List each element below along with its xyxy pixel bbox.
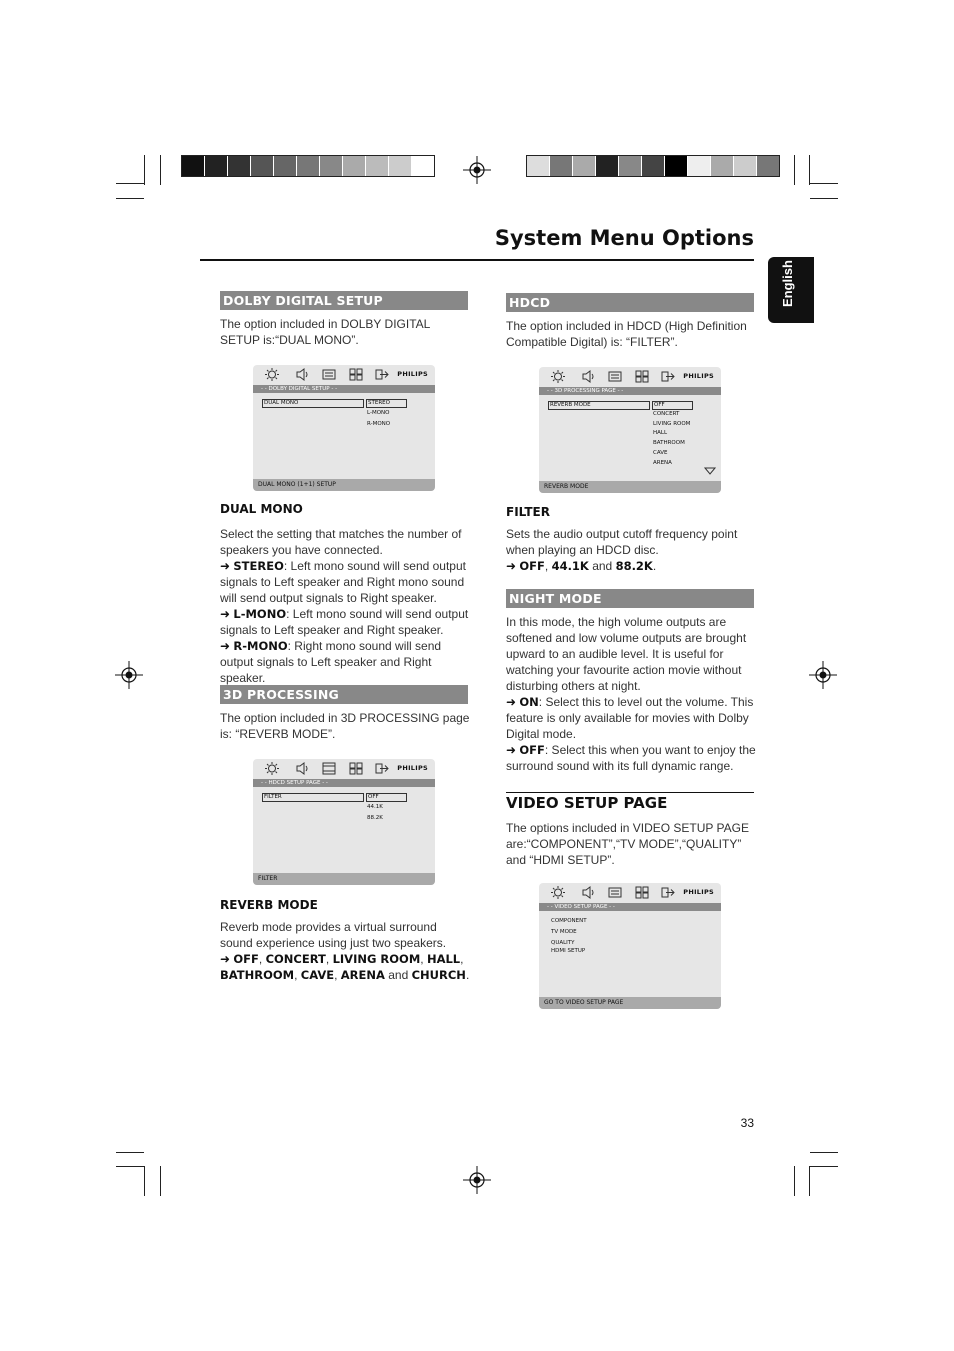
screen-option[interactable]: ARENA: [653, 459, 672, 466]
brand-logo: PHILIPS: [683, 888, 714, 896]
screen-selected-item[interactable]: DUAL MONO: [262, 399, 364, 408]
registration-mark-icon: [115, 661, 143, 689]
section-rule: [506, 792, 754, 793]
screen-page-label: - - HDCD SETUP PAGE - -: [253, 779, 435, 787]
screen-option[interactable]: OFF: [366, 793, 407, 802]
screen-option[interactable]: CAVE: [653, 449, 668, 456]
registration-mark-icon: [809, 661, 837, 689]
title-rule: [200, 259, 754, 261]
screen-menu-item[interactable]: QUALITY: [551, 940, 575, 946]
option-item: ➜ R-MONO: Right mono sound will send output signals to Left speaker and Right speaker.: [220, 639, 442, 685]
crop-mark: [810, 183, 838, 184]
screen-footer: GO TO VIDEO SETUP PAGE: [539, 997, 721, 1009]
reverb-mode-body: Reverb mode provides a virtual surround sound experience using just two speakers.: [220, 920, 447, 950]
crop-mark: [809, 155, 810, 185]
video-setup-icon: [349, 368, 363, 381]
audio-setup-icon: [581, 370, 595, 383]
crop-mark: [810, 198, 838, 199]
video-setup-intro: The options included in VIDEO SETUP PAGE are:“COMPONENT”,“TV MODE”,“QUALITY” and “HDMI SETUP”.: [506, 821, 750, 867]
crop-mark: [794, 1166, 795, 1196]
filter-body: Sets the audio output cutoff frequency point when playing an HDCD disc.: [506, 527, 738, 557]
video-setup-icon: [349, 762, 363, 775]
page-number: 33: [740, 1116, 754, 1130]
reverb-options: ➜ OFF, CONCERT, LIVING ROOM, HALL, BATHROOM, CAVE, ARENA and CHURCH.: [220, 952, 470, 982]
3d-processing-screen: [539, 367, 721, 493]
menu-icon-bar: [539, 883, 721, 903]
screen-option[interactable]: STEREO: [366, 399, 407, 408]
audio-setup-icon: [581, 886, 595, 899]
screen-selected-item[interactable]: FILTER: [262, 793, 364, 802]
dolby-setup-icon: [608, 886, 622, 899]
option-item: ➜ ON: Select this to level out the volume. This feature is only available for movies with Dolby Digital mode.: [506, 695, 754, 741]
filter-description: [506, 526, 756, 574]
page-title: System Menu Options: [494, 226, 754, 250]
screen-footer: FILTER: [253, 873, 435, 885]
arrow-icon: ➜: [220, 952, 234, 966]
screen-selected-item[interactable]: REVERB MODE: [548, 401, 650, 410]
screen-menu-item[interactable]: TV MODE: [551, 929, 577, 935]
dual-mono-description: [220, 526, 470, 686]
dolby-intro: The option included in DOLBY DIGITAL SETUP is:“DUAL MONO”.: [220, 317, 430, 347]
dolby-setup-screen: [253, 365, 435, 491]
brand-logo: PHILIPS: [683, 372, 714, 380]
brand-logo: PHILIPS: [397, 370, 428, 378]
dual-mono-body: Select the setting that matches the number of speakers you have connected.: [220, 527, 462, 557]
subhead-dual-mono: DUAL MONO: [220, 502, 303, 516]
section-header-hdcd: HDCD: [506, 293, 754, 312]
crop-mark: [116, 183, 144, 184]
option-item: ➜ L-MONO: Left mono sound will send output signals to Left speaker and Right speaker.: [220, 607, 469, 637]
arrow-icon: ➜: [506, 743, 520, 757]
dolby-setup-icon: [608, 370, 622, 383]
screen-menu-item[interactable]: HDMI SETUP: [551, 948, 586, 954]
screen-option[interactable]: HALL: [653, 430, 668, 437]
reverb-mode-description: [220, 919, 470, 983]
screen-option[interactable]: OFF: [652, 401, 693, 410]
registration-mark-icon: [463, 156, 491, 184]
screen-option[interactable]: R-MONO: [367, 421, 391, 427]
crop-mark: [160, 155, 161, 185]
subhead-filter: FILTER: [506, 505, 550, 519]
crop-mark: [116, 1152, 144, 1153]
menu-icon-bar: [253, 365, 435, 385]
general-setup-icon: [551, 370, 565, 383]
screen-option[interactable]: 44.1K: [367, 804, 383, 810]
screen-page-label: - - VIDEO SETUP PAGE - -: [539, 903, 721, 911]
section-header-3d-processing: 3D PROCESSING: [220, 685, 468, 704]
arrow-icon: ➜: [220, 639, 234, 653]
crop-mark: [810, 1166, 838, 1167]
crop-mark: [116, 1166, 144, 1167]
arrow-icon: ➜: [220, 559, 234, 573]
section-header-dolby: DOLBY DIGITAL SETUP: [220, 291, 468, 310]
screen-menu-item[interactable]: COMPONENT: [551, 918, 587, 924]
hdcd-intro: The option included in HDCD (High Definition Compatible Digital) is: “FILTER”.: [506, 319, 747, 349]
night-mode-body: In this mode, the high volume outputs are softened and low volume outputs are brought upward to an audible level. It is useful for watching your favourite action movie without disturbing others at night.: [506, 615, 747, 693]
menu-icon-bar: [539, 367, 721, 387]
arrow-icon: ➜: [506, 695, 520, 709]
exit-setup-icon: [661, 886, 675, 899]
audio-setup-icon: [295, 368, 309, 381]
exit-setup-icon: [375, 762, 389, 775]
section-header-night-mode: NIGHT MODE: [506, 589, 754, 608]
option-item: ➜ OFF: Select this when you want to enjoy the surround sound with its full dynamic range.: [506, 743, 756, 773]
crop-mark: [116, 198, 144, 199]
general-setup-icon: [551, 886, 565, 899]
screen-option[interactable]: 88.2K: [367, 815, 383, 821]
screen-footer: DUAL MONO (1+1) SETUP: [253, 479, 435, 491]
crop-mark: [809, 1166, 810, 1196]
arrow-icon: ➜: [220, 607, 234, 621]
brand-logo: PHILIPS: [397, 764, 428, 772]
registration-mark-icon: [463, 1166, 491, 1194]
scroll-down-icon[interactable]: [704, 467, 716, 475]
screen-page-label: - - 3D PROCESSING PAGE - -: [539, 387, 721, 395]
3d-processing-intro: The option included in 3D PROCESSING page is: “REVERB MODE”.: [220, 711, 470, 741]
general-setup-icon: [265, 368, 279, 381]
crop-mark: [144, 1166, 145, 1196]
crop-mark: [160, 1166, 161, 1196]
dolby-setup-icon: [322, 368, 336, 381]
hdcd-setup-icon: [322, 762, 336, 775]
option-item: ➜ STEREO: Left mono sound will send output signals to Left speaker and Right mono sound will send output signals to Right speaker.: [220, 559, 466, 605]
crop-mark: [810, 1152, 838, 1153]
subhead-reverb-mode: REVERB MODE: [220, 898, 318, 912]
video-setup-icon: [635, 886, 649, 899]
section-header-video-setup: VIDEO SETUP PAGE: [506, 794, 668, 812]
language-tab: [768, 257, 814, 323]
hdcd-setup-screen: [253, 759, 435, 885]
general-setup-icon: [265, 762, 279, 775]
audio-setup-icon: [295, 762, 309, 775]
screen-page-label: - - DOLBY DIGITAL SETUP - -: [253, 385, 435, 393]
color-calibration-strip: [181, 155, 435, 177]
screen-option[interactable]: L-MONO: [367, 410, 390, 416]
screen-footer: REVERB MODE: [539, 481, 721, 493]
menu-icon-bar: [253, 759, 435, 779]
filter-options: ➜ OFF, 44.1K and 88.2K.: [506, 559, 657, 573]
screen-option[interactable]: CONCERT: [653, 411, 680, 417]
video-setup-screen: [539, 883, 721, 1009]
crop-mark: [144, 155, 145, 185]
video-setup-icon: [635, 370, 649, 383]
crop-mark: [794, 155, 795, 185]
arrow-icon: ➜: [506, 559, 520, 573]
night-mode-description: [506, 614, 756, 774]
screen-option[interactable]: LIVING ROOM: [653, 420, 691, 427]
exit-setup-icon: [375, 368, 389, 381]
screen-option[interactable]: BATHROOM: [653, 440, 685, 447]
exit-setup-icon: [661, 370, 675, 383]
language-tab-label: English: [780, 260, 795, 307]
color-calibration-strip: [526, 155, 780, 177]
